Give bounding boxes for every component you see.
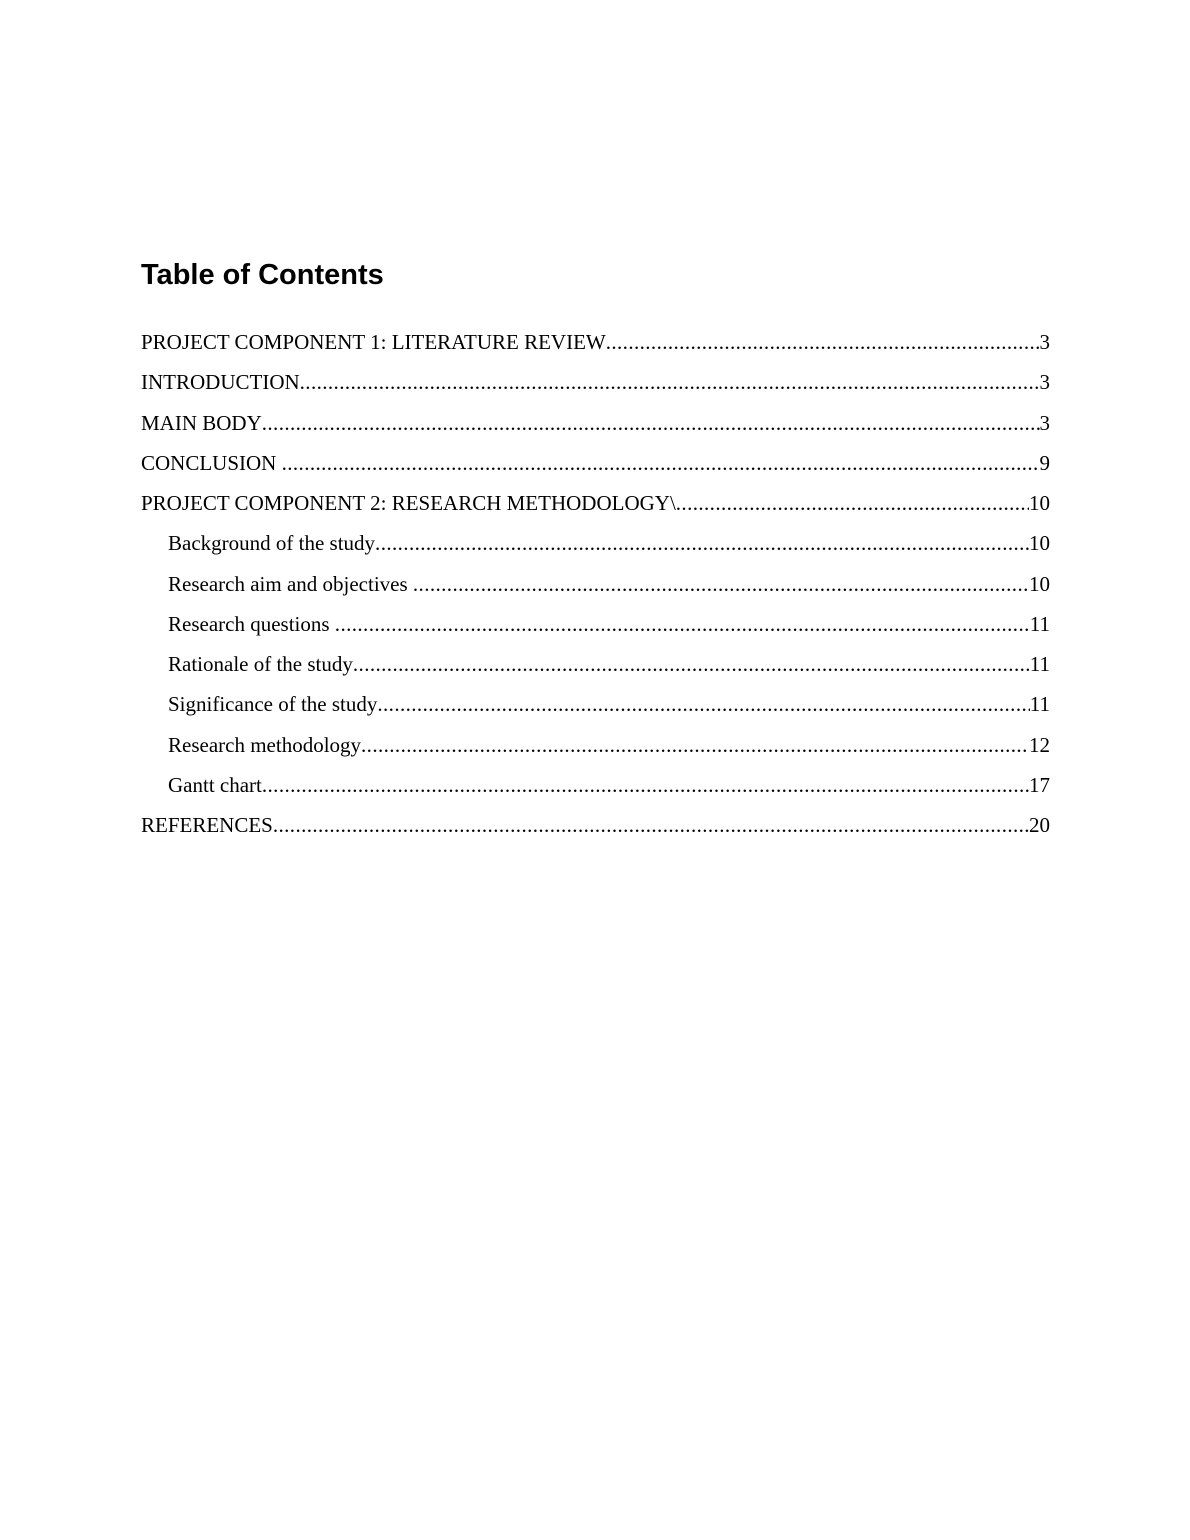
toc-dot-leader xyxy=(335,604,1030,644)
toc-entry-significance[interactable] xyxy=(141,684,1050,724)
toc-entry-label: REFERENCES xyxy=(141,813,273,837)
toc-page-number: 17 xyxy=(1029,772,1050,797)
toc-page-number: 10 xyxy=(1029,571,1050,596)
toc-entry-gantt-chart[interactable] xyxy=(141,765,1050,805)
toc-dot-leader xyxy=(375,523,1029,563)
toc-entry-aim-objectives[interactable] xyxy=(141,564,1050,604)
toc-dot-leader xyxy=(300,362,1040,402)
toc-dot-leader xyxy=(606,322,1040,362)
toc-page-number: 10 xyxy=(1029,531,1050,556)
toc-entry-label: PROJECT COMPONENT 2: RESEARCH METHODOLOGY\ xyxy=(141,491,676,515)
toc-dot-leader xyxy=(273,805,1029,845)
toc-entry-label: Rationale of the study xyxy=(168,652,353,676)
toc-dot-leader xyxy=(361,725,1029,765)
toc-page-number: 20 xyxy=(1029,813,1050,837)
toc-list xyxy=(141,322,1050,845)
toc-entry-label: Significance of the study xyxy=(168,692,378,717)
toc-page-number: 11 xyxy=(1029,652,1050,676)
toc-entry-literature-review[interactable] xyxy=(141,322,1050,362)
toc-page-number: 11 xyxy=(1029,611,1050,636)
toc-entry-introduction[interactable] xyxy=(141,362,1050,402)
toc-page-number: 9 xyxy=(1039,450,1050,475)
toc-page-number: 12 xyxy=(1029,732,1050,757)
toc-entry-label: Research questions xyxy=(168,611,335,636)
table-of-contents xyxy=(141,256,1050,845)
toc-entry-research-methodology[interactable] xyxy=(141,725,1050,765)
toc-page-number: 11 xyxy=(1029,692,1050,717)
toc-entry-label: PROJECT COMPONENT 1: LITERATURE REVIEW xyxy=(141,330,606,354)
toc-entry-label: Background of the study xyxy=(168,531,376,556)
toc-dot-leader xyxy=(413,564,1029,604)
toc-page-number: 3 xyxy=(1039,330,1050,354)
toc-dot-leader xyxy=(262,403,1040,443)
toc-dot-leader xyxy=(262,765,1029,805)
toc-entry-label: INTRODUCTION xyxy=(141,370,300,395)
toc-entry-label: CONCLUSION xyxy=(141,450,282,475)
toc-title: Table of Contents xyxy=(141,259,384,291)
toc-dot-leader xyxy=(282,443,1040,483)
toc-entry-label: Research methodology xyxy=(168,732,362,757)
toc-entry-label: Research aim and objectives xyxy=(168,571,413,596)
toc-entry-main-body[interactable] xyxy=(141,403,1050,443)
toc-page-number: 10 xyxy=(1029,491,1050,515)
toc-entry-background[interactable] xyxy=(141,523,1050,563)
toc-dot-leader xyxy=(676,483,1029,523)
toc-entry-research-methodology-component[interactable] xyxy=(141,483,1050,523)
toc-entry-rationale[interactable] xyxy=(141,644,1050,684)
toc-dot-leader xyxy=(353,644,1030,684)
toc-page-number: 3 xyxy=(1039,410,1050,435)
toc-page-number: 3 xyxy=(1039,370,1050,395)
toc-entry-conclusion[interactable] xyxy=(141,443,1050,483)
toc-entry-research-questions[interactable] xyxy=(141,604,1050,644)
toc-dot-leader xyxy=(377,684,1029,724)
toc-entry-label: Gantt chart xyxy=(168,772,262,797)
toc-entry-references[interactable] xyxy=(141,805,1050,845)
toc-entry-label: MAIN BODY xyxy=(141,410,262,435)
